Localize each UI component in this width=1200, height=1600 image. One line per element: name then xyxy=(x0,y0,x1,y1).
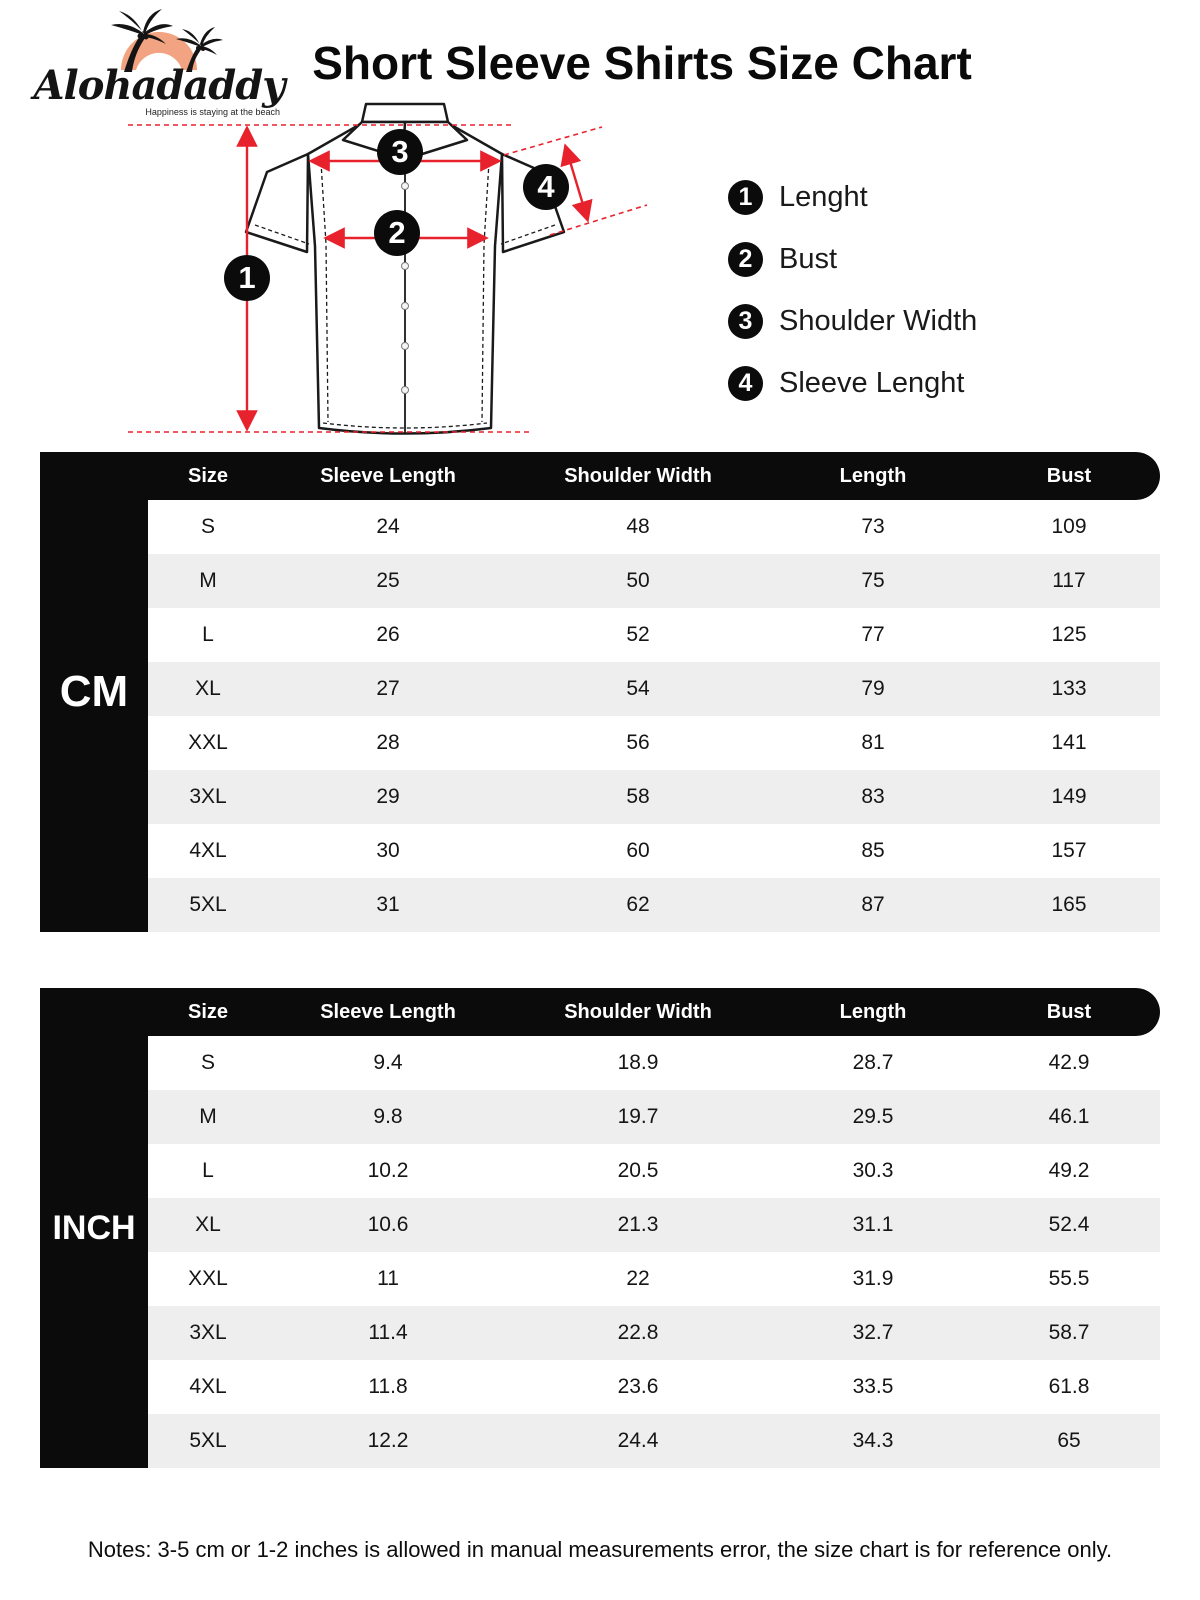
cell-bust: 46.1 xyxy=(1048,1105,1090,1128)
col-header-length: Length xyxy=(839,464,907,487)
table-row xyxy=(148,500,1160,554)
cell-shoulder-width: 21.3 xyxy=(617,1213,659,1236)
inch-size-table xyxy=(40,988,1160,1468)
table-row xyxy=(148,662,1160,716)
table-row xyxy=(148,824,1160,878)
cell-shoulder-width: 19.7 xyxy=(617,1105,659,1128)
cell-shoulder-width: 22.8 xyxy=(617,1321,659,1344)
cell-size: XXL xyxy=(188,1267,228,1290)
cell-sleeve-length: 9.8 xyxy=(373,1105,403,1128)
cell-size: XXL xyxy=(188,731,228,754)
cell-length: 83 xyxy=(861,785,885,808)
cell-bust: 117 xyxy=(1052,569,1086,592)
inch-unit-label: INCH xyxy=(40,988,148,1468)
badge-bust: 2 xyxy=(374,210,420,256)
cell-length: 31.1 xyxy=(852,1213,894,1236)
cell-shoulder-width: 58 xyxy=(626,785,650,808)
cell-length: 29.5 xyxy=(852,1105,894,1128)
cell-bust: 42.9 xyxy=(1048,1051,1090,1074)
table-row xyxy=(148,1144,1160,1198)
cell-length: 30.3 xyxy=(852,1159,894,1182)
measurement-legend xyxy=(728,180,977,401)
cell-bust: 141 xyxy=(1051,731,1087,754)
cell-length: 34.3 xyxy=(852,1429,894,1452)
cell-sleeve-length: 11 xyxy=(377,1267,399,1290)
cell-length: 73 xyxy=(861,515,885,538)
col-header-length: Length xyxy=(839,1000,907,1023)
cell-shoulder-width: 20.5 xyxy=(617,1159,659,1182)
badge-shoulder: 3 xyxy=(377,129,423,175)
cell-size: S xyxy=(200,1051,215,1074)
legend-label-bust: Bust xyxy=(779,243,838,275)
cell-sleeve-length: 26 xyxy=(376,623,400,646)
legend-badge-3: 3 xyxy=(728,304,763,339)
legend-item-sleeve-length xyxy=(728,366,977,401)
cell-shoulder-width: 23.6 xyxy=(617,1375,659,1398)
cell-shoulder-width: 50 xyxy=(626,569,650,592)
cell-bust: 52.4 xyxy=(1048,1213,1090,1236)
col-header-sleeve-length: Sleeve Length xyxy=(320,464,456,487)
cell-size: 4XL xyxy=(189,1375,227,1398)
col-header-bust: Bust xyxy=(1046,464,1092,487)
cell-bust: 109 xyxy=(1051,515,1087,538)
cell-shoulder-width: 54 xyxy=(626,677,650,700)
cell-length: 87 xyxy=(861,893,885,916)
cell-size: 3XL xyxy=(189,1321,227,1344)
cell-size: XL xyxy=(195,677,221,700)
cell-length: 32.7 xyxy=(852,1321,894,1344)
cell-bust: 157 xyxy=(1051,839,1087,862)
legend-label-sleeve-length: Sleeve Lenght xyxy=(779,367,965,399)
brand-name: Alohadaddy xyxy=(33,62,285,109)
cell-bust: 165 xyxy=(1051,893,1087,916)
table-row xyxy=(148,1414,1160,1468)
cell-sleeve-length: 9.4 xyxy=(373,1051,403,1074)
cell-sleeve-length: 11.8 xyxy=(368,1375,408,1398)
col-header-size: Size xyxy=(187,464,229,487)
cell-shoulder-width: 48 xyxy=(626,515,650,538)
table-row xyxy=(148,554,1160,608)
sleeve-length-arrow xyxy=(566,148,587,218)
cell-sleeve-length: 24 xyxy=(376,515,400,538)
cell-shoulder-width: 60 xyxy=(626,839,650,862)
cell-shoulder-width: 18.9 xyxy=(617,1051,659,1074)
table-row xyxy=(148,1090,1160,1144)
legend-item-bust xyxy=(728,242,977,277)
brand-tagline: Happiness is staying at the beach xyxy=(145,107,280,117)
cm-table-body xyxy=(148,500,1160,932)
cell-size: XL xyxy=(195,1213,221,1236)
cell-length: 85 xyxy=(861,839,885,862)
cell-shoulder-width: 22 xyxy=(626,1267,650,1290)
cell-size: S xyxy=(200,515,215,538)
shirt-measurement-diagram xyxy=(110,98,780,450)
measurement-note: Notes: 3-5 cm or 1-2 inches is allowed in manual measurements error, the size chart is for reference only. xyxy=(87,1537,1113,1562)
cell-length: 75 xyxy=(861,569,885,592)
cell-sleeve-length: 30 xyxy=(376,839,400,862)
cell-bust: 125 xyxy=(1051,623,1087,646)
cell-size: 4XL xyxy=(189,839,227,862)
table-row xyxy=(148,1198,1160,1252)
cell-bust: 55.5 xyxy=(1048,1267,1090,1290)
legend-badge-2: 2 xyxy=(728,242,763,277)
cell-bust: 58.7 xyxy=(1048,1321,1090,1344)
cell-sleeve-length: 10.6 xyxy=(367,1213,409,1236)
legend-label-length: Lenght xyxy=(779,181,868,213)
legend-item-length xyxy=(728,180,977,215)
table-row xyxy=(148,878,1160,932)
table-row xyxy=(148,1306,1160,1360)
legend-badge-1: 1 xyxy=(728,180,763,215)
cm-table-header xyxy=(40,452,1160,500)
cell-length: 33.5 xyxy=(852,1375,894,1398)
sleeve-top-guide-line xyxy=(504,127,602,155)
cell-sleeve-length: 27 xyxy=(376,677,400,700)
cell-size: 5XL xyxy=(189,1429,227,1452)
cell-bust: 149 xyxy=(1051,785,1087,808)
inch-table-header xyxy=(40,988,1160,1036)
cell-size: M xyxy=(199,1105,217,1128)
table-row xyxy=(148,1360,1160,1414)
col-header-shoulder-width: Shoulder Width xyxy=(564,1000,712,1023)
table-row xyxy=(148,1036,1160,1090)
legend-badge-4: 4 xyxy=(728,366,763,401)
cell-size: L xyxy=(202,623,214,646)
badge-length: 1 xyxy=(224,255,270,301)
table-row xyxy=(148,716,1160,770)
cell-length: 79 xyxy=(861,677,885,700)
col-header-sleeve-length: Sleeve Length xyxy=(320,1000,456,1023)
cell-bust: 133 xyxy=(1051,677,1087,700)
cell-sleeve-length: 31 xyxy=(376,893,400,916)
cm-size-table xyxy=(40,452,1160,932)
inch-table-body xyxy=(148,1036,1160,1468)
badge-sleeve: 4 xyxy=(523,164,569,210)
page-title: Short Sleeve Shirts Size Chart xyxy=(312,37,972,89)
col-header-size: Size xyxy=(187,1000,229,1023)
cell-shoulder-width: 24.4 xyxy=(617,1429,659,1452)
legend-label-shoulder-width: Shoulder Width xyxy=(779,305,978,337)
cell-shoulder-width: 56 xyxy=(626,731,650,754)
cell-bust: 49.2 xyxy=(1048,1159,1090,1182)
cell-size: M xyxy=(199,569,217,592)
col-header-shoulder-width: Shoulder Width xyxy=(564,464,712,487)
cell-length: 77 xyxy=(861,623,885,646)
cell-bust: 61.8 xyxy=(1048,1375,1090,1398)
cell-sleeve-length: 10.2 xyxy=(367,1159,409,1182)
cell-size: L xyxy=(202,1159,214,1182)
cell-sleeve-length: 29 xyxy=(376,785,400,808)
table-row xyxy=(148,608,1160,662)
cell-sleeve-length: 12.2 xyxy=(367,1429,409,1452)
cell-shoulder-width: 62 xyxy=(626,893,650,916)
legend-item-shoulder-width xyxy=(728,304,977,339)
cell-length: 81 xyxy=(861,731,885,754)
cell-length: 31.9 xyxy=(852,1267,894,1290)
cell-shoulder-width: 52 xyxy=(626,623,650,646)
cell-sleeve-length: 11.4 xyxy=(368,1321,408,1344)
col-header-bust: Bust xyxy=(1046,1000,1092,1023)
cell-sleeve-length: 25 xyxy=(376,569,400,592)
cell-length: 28.7 xyxy=(852,1051,894,1074)
table-row xyxy=(148,1252,1160,1306)
cell-size: 3XL xyxy=(189,785,227,808)
table-row xyxy=(148,770,1160,824)
cm-unit-label: CM xyxy=(40,452,148,932)
cell-size: 5XL xyxy=(189,893,227,916)
cell-bust: 65 xyxy=(1057,1429,1081,1452)
cell-sleeve-length: 28 xyxy=(376,731,400,754)
